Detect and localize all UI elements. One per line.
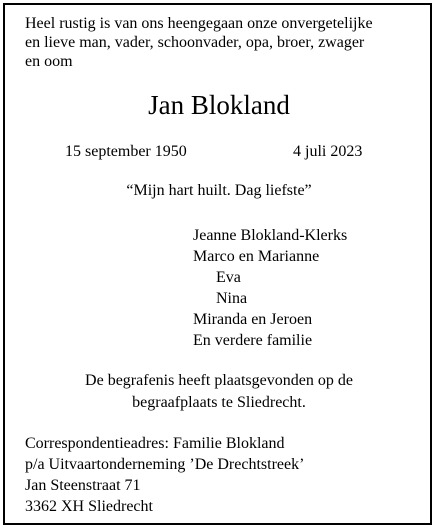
correspondence-line-3: Jan Steenstraat 71 [25,477,141,494]
family-list [193,225,347,351]
funeral-line-2: begraafplaats te Sliedrecht. [132,394,306,411]
family-member: Marco en Marianne [193,248,320,265]
intro-line-1: Heel rustig is van ons heengegaan onze onvergetelijke [25,15,373,32]
intro-text [25,14,373,71]
family-member: Miranda en Jeroen [193,311,313,328]
funeral-line-1: De begrafenis heeft plaatsgevonden op de [85,372,353,389]
correspondence-line-4: 3362 XH Sliedrecht [25,498,153,515]
family-member: En verdere familie [193,332,313,349]
family-member: Jeanne Blokland-Klerks [193,227,348,244]
correspondence-address [25,433,304,517]
quote: “Mijn hart huilt. Dag liefste” [126,182,312,199]
birth-date: 15 september 1950 [65,143,187,160]
death-date: 4 juli 2023 [293,143,363,160]
intro-line-2: en lieve man, vader, schoonvader, opa, broer, zwager [25,34,365,51]
family-member: Nina [216,290,248,307]
family-member: Eva [216,269,241,286]
funeral-notice [0,370,438,414]
correspondence-line-1: Correspondentieadres: Familie Blokland [25,435,285,452]
correspondence-line-2: p/a Uitvaartonderneming ’De Drechtstreek’ [25,456,305,473]
deceased-name: Jan Blokland [148,90,290,120]
intro-line-3: en oom [25,53,73,70]
